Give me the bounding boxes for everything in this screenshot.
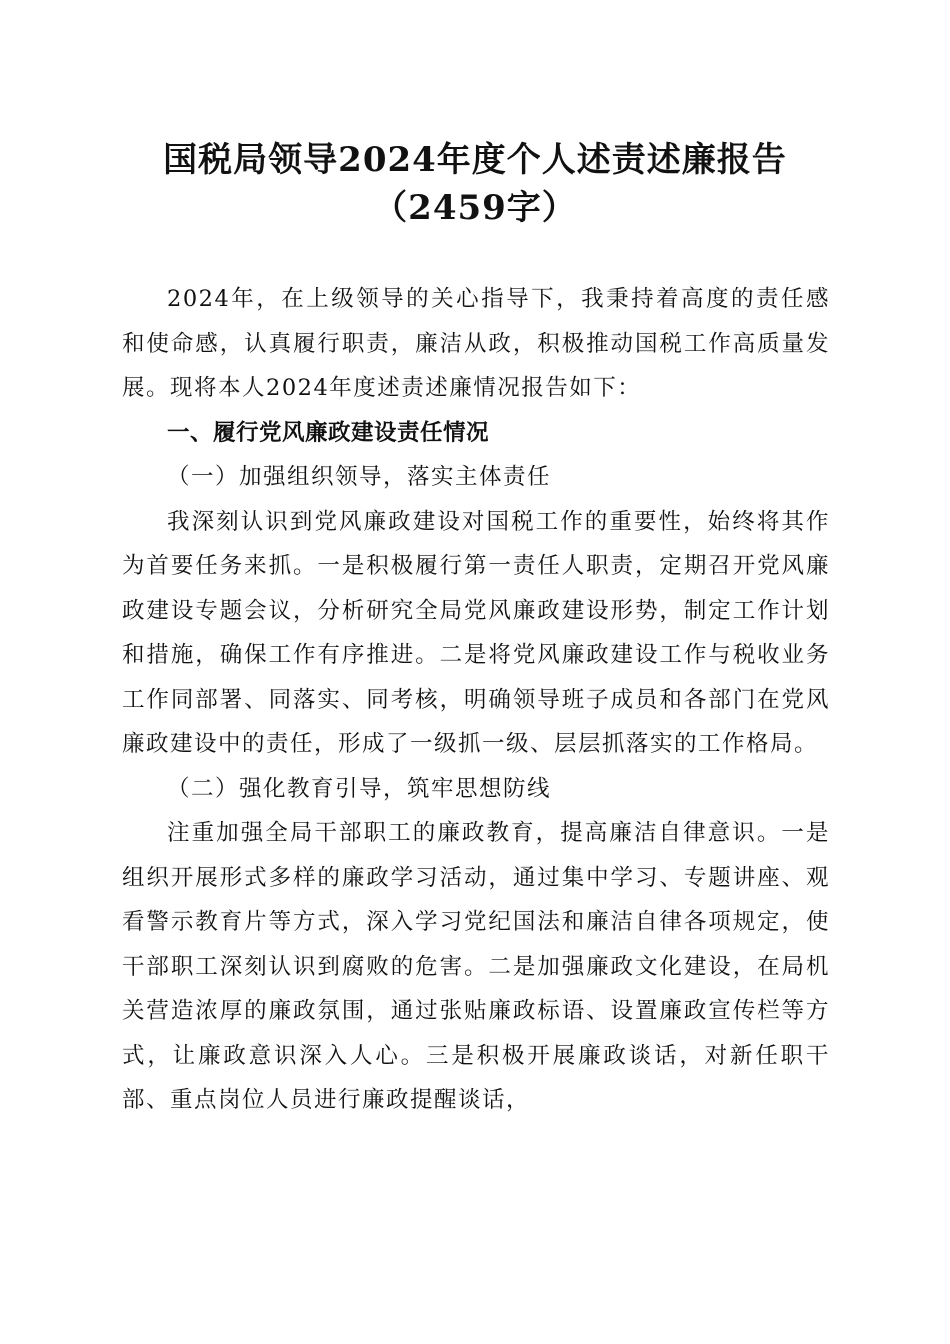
- subsection-heading-2: （二）强化教育引导，筑牢思想防线: [167, 775, 552, 802]
- section-heading-1: 一、履行党风廉政建设责任情况: [167, 419, 490, 446]
- document-title: 国税局领导2024年度个人述责述廉报告: [163, 140, 787, 180]
- document-body: [122, 277, 830, 1123]
- intro-paragraph: 2024年，在上级领导的关心指导下，我秉持着高度的责任感和使命感，认真履行职责，廉洁从政，积极推动国税工作高质量发展。现将本人2024年度述责述廉情况报告如下：: [122, 286, 830, 401]
- subsection-heading-1: （一）加强组织领导，落实主体责任: [167, 464, 552, 490]
- body-paragraph-1: 我深刻认识到党风廉政建设对国税工作的重要性，始终将其作为首要任务来抓。一是积极履行第一责任人职责，定期召开党风廉政建设专题会议，分析研究全局党风廉政建设形势，制定工作计划和措施，确保工作有序推进。二是将党风廉政建设工作与税收业务工作同部署、同落实、同考核，明确领导班子成员和各部门在党风廉政建设中的责任，形成了一级抓一级、层层抓落实的工作格局。: [122, 508, 830, 757]
- body-paragraph-2: 注重加强全局干部职工的廉政教育，提高廉洁自律意识。一是组织开展形式多样的廉政学习活动，通过集中学习、专题讲座、观看警示教育片等方式，深入学习党纪国法和廉洁自律各项规定，使干部职工深刻认识到腐败的危害。二是加强廉政文化建设，在局机关营造浓厚的廉政氛围，通过张贴廉政标语、设置廉政宣传栏等方式，让廉政意识深入人心。三是积极开展廉政谈话，对新任职干部、重点岗位人员进行廉政提醒谈话，: [122, 820, 830, 1113]
- document-word-count: （2459字）: [373, 188, 577, 228]
